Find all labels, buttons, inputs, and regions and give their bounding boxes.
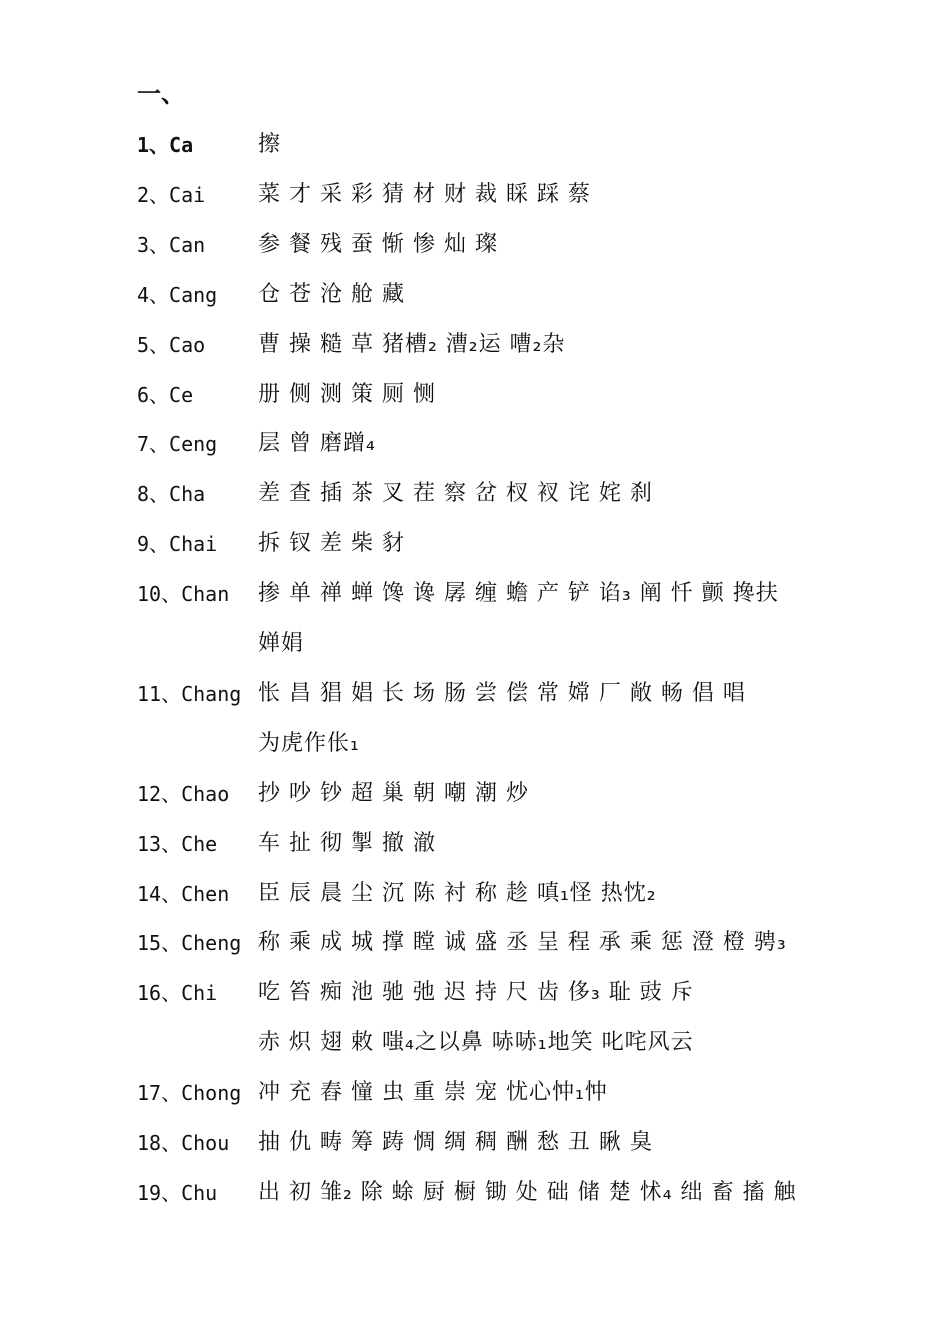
- entry-number: 3、Can: [137, 232, 206, 257]
- entry-number: 7、Ceng: [137, 432, 218, 457]
- entry-number: 19、Chu: [137, 1180, 218, 1205]
- entry-characters: 层 曾 磨蹭₄: [258, 431, 376, 457]
- entry-number: 11、Chang: [137, 681, 242, 706]
- entry-row: [0, 331, 950, 381]
- entry-row: [0, 830, 950, 880]
- entry-row: [0, 231, 950, 281]
- entry-characters: 册 侧 测 策 厕 恻: [258, 381, 436, 407]
- entry-row: [0, 480, 950, 530]
- entry-characters: 拆 钗 差 柴 豺: [258, 531, 405, 557]
- entry-row: [0, 979, 950, 1029]
- entry-number: 8、Cha: [137, 482, 206, 507]
- entry-characters: 为虎作伥₁: [258, 730, 360, 756]
- entry-row: [0, 680, 950, 730]
- entry-number: 14、Chen: [137, 881, 230, 906]
- entry-number: 18、Chou: [137, 1131, 230, 1155]
- entry-characters: 曹 操 糙 草 猪槽₂ 漕₂运 嘈₂杂: [258, 331, 566, 357]
- entry-number: 9、Chai: [137, 532, 218, 557]
- entry-continuation-row: [0, 730, 950, 780]
- entry-characters: 抄 吵 钞 超 巢 朝 嘲 潮 炒: [258, 780, 529, 806]
- entry-row: [0, 131, 950, 181]
- entry-row: [0, 1179, 950, 1229]
- entry-row: [0, 430, 950, 480]
- entry-number: 15、Cheng: [137, 931, 242, 956]
- entry-characters: 冲 充 舂 憧 虫 重 崇 宠 忧心忡₁忡: [258, 1080, 608, 1106]
- entry-row: [0, 1129, 950, 1179]
- entry-row: [0, 530, 950, 580]
- entry-row: [0, 929, 950, 979]
- entry-characters: 臣 辰 晨 尘 沉 陈 衬 称 趁 嗔₁怪 热忱₂: [258, 880, 657, 906]
- entry-characters: 参 餐 残 蚕 惭 惨 灿 璨: [258, 231, 498, 257]
- entry-characters: 掺 单 禅 蝉 馋 谗 孱 缠 蟾 产 铲 谄₃ 阐 忏 颤 搀扶: [258, 581, 779, 607]
- entry-characters: 称 乘 成 城 撑 瞠 诚 盛 丞 呈 程 承 乘 惩 澄 橙 骋₃: [258, 930, 787, 956]
- entry-characters: 婵娟: [258, 631, 305, 656]
- entry-characters: 仓 苍 沧 舱 藏: [258, 281, 405, 307]
- section-heading: 一、: [137, 80, 185, 108]
- entry-characters: 擦: [258, 132, 282, 157]
- entry-number: 13、Che: [137, 831, 218, 856]
- entry-characters: 菜 才 采 彩 猜 材 财 裁 睬 踩 蔡: [258, 181, 591, 207]
- entry-row: [0, 1079, 950, 1129]
- entry-row: [0, 580, 950, 630]
- entry-number: 1、Ca: [137, 133, 194, 157]
- entry-number: 2、Cai: [137, 182, 206, 207]
- entry-characters: 赤 炽 翅 敕 嗤₄之以鼻 哧哧₁地笑 叱咤风云: [258, 1030, 694, 1056]
- entry-number: 16、Chi: [137, 981, 218, 1006]
- entry-row: [0, 181, 950, 231]
- entry-continuation-row: [0, 630, 950, 680]
- entry-number: 10、Chan: [137, 582, 230, 607]
- entry-number: 4、Cang: [137, 282, 218, 307]
- entry-characters: 吃 笞 痴 池 驰 弛 迟 持 尺 齿 侈₃ 耻 豉 斥: [258, 980, 694, 1006]
- entry-row: [0, 880, 950, 930]
- entry-row: [0, 381, 950, 431]
- entry-number: 6、Ce: [137, 382, 194, 407]
- entry-number: 17、Chong: [137, 1081, 242, 1106]
- entry-continuation-row: [0, 1029, 950, 1079]
- entry-number: 12、Chao: [137, 781, 230, 806]
- entry-number: 5、Cao: [137, 332, 206, 357]
- entry-characters: 差 查 插 茶 叉 茬 察 岔 杈 衩 诧 姹 刹: [258, 481, 653, 507]
- entry-row: [0, 281, 950, 331]
- entry-characters: 怅 昌 猖 娼 长 场 肠 尝 偿 常 嫦 厂 敞 畅 倡 唱: [258, 680, 746, 706]
- entry-characters: 出 初 雏₂ 除 蜍 厨 橱 锄 处 础 储 楚 怵₄ 绌 畜 搐 触: [258, 1179, 797, 1205]
- entry-row: [0, 780, 950, 830]
- entry-characters: 抽 仇 畴 筹 踌 惆 绸 稠 酬 愁 丑 瞅 臭: [258, 1130, 653, 1155]
- entry-characters: 车 扯 彻 掣 撤 澈: [258, 830, 436, 856]
